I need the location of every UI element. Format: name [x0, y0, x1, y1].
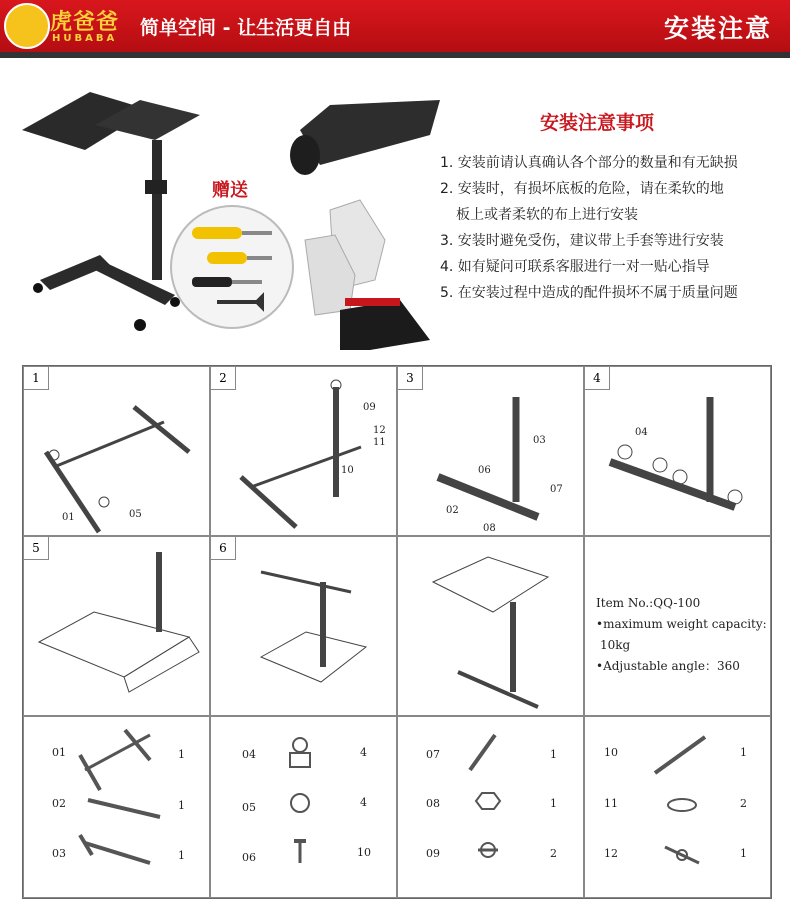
step-2-diagram	[211, 367, 398, 537]
step-number: 1	[24, 367, 49, 390]
soft-mat-photo	[290, 100, 440, 175]
notes-title: 安装注意事项	[540, 112, 655, 134]
part-qty: 2	[550, 847, 557, 860]
notes-item: 2. 安装时，有损坏底板的危险，请在柔软的地	[440, 181, 724, 197]
page-title: 安装注意	[663, 14, 772, 43]
adjustable-angle: •Adjustable angle：360	[596, 659, 740, 673]
part-02-bar-icon	[88, 800, 160, 817]
callout-label: 07	[550, 484, 563, 495]
part-code: 04	[242, 748, 256, 761]
step-number: 4	[585, 367, 610, 390]
step-cell	[584, 366, 771, 536]
step-3-diagram	[398, 367, 585, 537]
part-qty: 1	[550, 748, 557, 761]
item-info	[596, 593, 767, 677]
header-banner	[0, 0, 790, 52]
part-qty: 10	[357, 846, 371, 859]
part-qty: 1	[178, 799, 185, 812]
part-05-knob-icon	[291, 794, 309, 812]
part-qty: 1	[740, 746, 747, 759]
part-code: 12	[604, 847, 618, 860]
notes-list	[440, 150, 785, 306]
gift-label: 赠送	[212, 180, 248, 201]
step-cell	[397, 366, 584, 536]
step-number: 2	[211, 367, 236, 390]
callout-label: 11	[373, 437, 386, 448]
callout-label: 03	[533, 435, 546, 446]
callout-label: 08	[483, 523, 496, 534]
step-cell	[210, 536, 397, 716]
item-number: Item No.:QQ-100	[596, 596, 701, 610]
part-qty: 4	[360, 746, 367, 759]
part-12-wing-nut-icon	[665, 847, 699, 863]
weight-capacity-label: •maximum weight capacity:	[596, 617, 767, 631]
part-code: 05	[242, 801, 256, 814]
step-cell	[210, 366, 397, 536]
step-cell	[23, 536, 210, 716]
wrench-icon	[217, 297, 262, 307]
notes-item: 3. 安装时避免受伤，建议带上手套等进行安装	[440, 233, 724, 249]
notes-item: 1. 安装前请认真确认各个部分的数量和有无缺损	[440, 155, 738, 171]
part-07-bolt-icon	[470, 735, 495, 770]
notes-item: 板上或者柔软的布上进行安装	[456, 207, 638, 223]
callout-label: 09	[363, 402, 376, 413]
finished-table-diagram	[398, 537, 585, 717]
part-06-screw-icon	[294, 839, 306, 863]
part-code: 10	[604, 746, 618, 759]
slogan: 简单空间 - 让生活更自由	[140, 17, 352, 39]
part-code: 03	[52, 847, 66, 860]
part-01-frame-icon	[80, 730, 150, 790]
part-qty: 1	[178, 748, 185, 761]
callout-label: 12	[373, 425, 386, 436]
callout-label: 02	[446, 505, 459, 516]
part-code: 06	[242, 851, 256, 864]
step-number: 6	[211, 537, 236, 560]
weight-capacity-value: 10kg	[600, 638, 631, 652]
part-08-nut-icon	[476, 793, 500, 809]
part-10-long-bolt-icon	[655, 737, 705, 773]
part-qty: 1	[178, 849, 185, 862]
part-code: 09	[426, 847, 440, 860]
logo-text: 虎爸爸	[50, 10, 120, 35]
part-qty: 4	[360, 796, 367, 809]
part-09-wing-knob-icon	[478, 843, 498, 857]
part-qty: 1	[550, 797, 557, 810]
callout-label: 01	[62, 512, 75, 523]
parts-illustrations	[0, 715, 790, 897]
step-1-diagram	[24, 367, 211, 537]
part-code: 08	[426, 797, 440, 810]
banner-divider	[0, 52, 790, 58]
part-qty: 2	[740, 797, 747, 810]
step-4-diagram	[585, 367, 772, 537]
gloves-photo	[305, 200, 430, 350]
step-cell	[23, 366, 210, 536]
part-03-t-bar-icon	[80, 835, 150, 863]
tiger-logo-icon	[4, 3, 50, 49]
notes-item: 4. 如有疑问可联系客服进行一对一贴心指导	[440, 259, 710, 275]
part-11-washer-icon	[668, 799, 696, 811]
callout-label: 06	[478, 465, 491, 476]
notes-item: 5. 在安装过程中造成的配件损坏不属于质量问题	[440, 285, 738, 301]
part-qty: 1	[740, 847, 747, 860]
step-cell	[397, 536, 584, 716]
part-code: 02	[52, 797, 66, 810]
step-5-diagram	[24, 537, 211, 717]
step-6-diagram	[211, 537, 398, 717]
logo-subtext: HUBABA	[52, 33, 118, 44]
part-code: 11	[604, 797, 618, 810]
step-number: 3	[398, 367, 423, 390]
callout-label: 04	[635, 427, 648, 438]
gift-tools-image	[170, 205, 294, 329]
callout-label: 10	[341, 465, 354, 476]
part-code: 01	[52, 746, 66, 759]
part-04-caster-icon	[290, 738, 310, 767]
part-code: 07	[426, 748, 440, 761]
screwdriver-icon	[192, 227, 242, 239]
callout-label: 05	[129, 509, 142, 520]
step-number: 5	[24, 537, 49, 560]
